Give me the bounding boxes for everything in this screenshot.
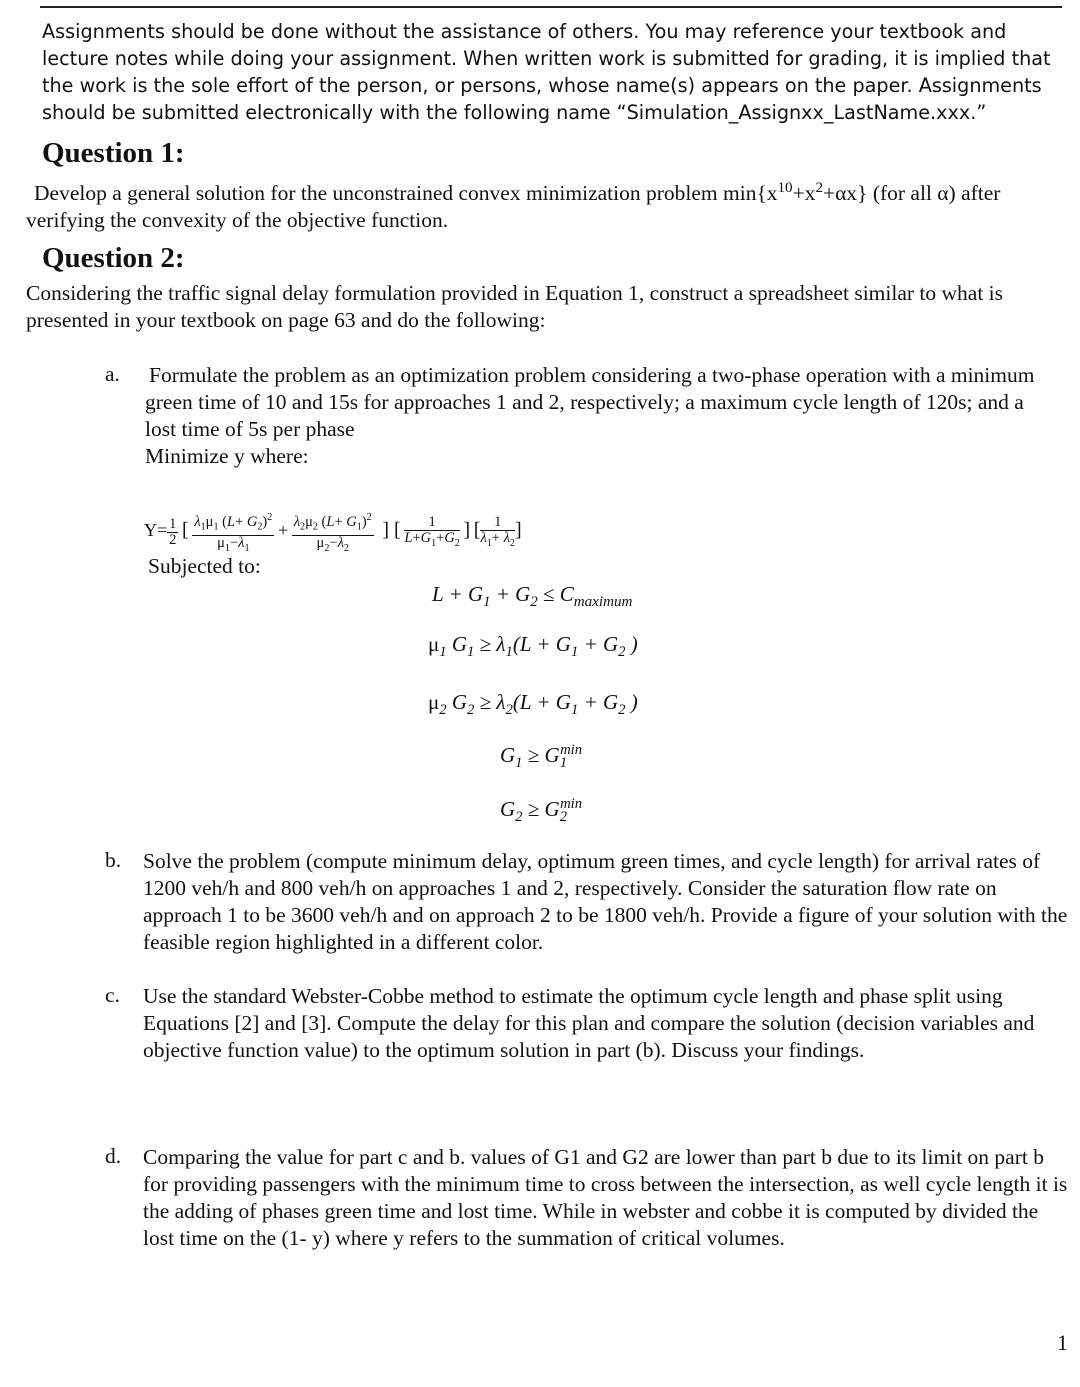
part-d-text: Comparing the value for part c and b. values of G1 and G2 are lower than part b due to its limit on part b for providing passengers with the minimum time to cross between the intersection, as well cycle length it is the adding of phases green time and lost time. While in webster and cobbe it is computed by divided the lost time on the (1- y) where y refers to the summation of critical volumes. — [143, 1145, 1068, 1250]
objective-formula: Y= $\frac{1}{2}$ [ $\frac{\lambda_1\mu_1 (L+ G_2)^2}{\mu_1-\lambda_1}$ + $\frac{\lambda_2\mu_2 (L+ G_1)^2}{\mu_2-\lambda_2}$ ] [ $\frac{1}{L+G_1+G_2}$ ] [ $\frac{1}{\lambda_1+ \lambda_2}$ ] — [144, 512, 522, 554]
question-1-title: Question 1: — [42, 137, 185, 169]
q1-exponent-10: 10 — [777, 180, 793, 196]
question-1-text — [26, 175, 1056, 234]
part-d-label: d. — [105, 1144, 122, 1168]
part-b-label: b. — [105, 848, 122, 872]
constraint-g1-min: $G_1 \ge G_1^{min}$ — [500, 742, 583, 772]
part-a-minimize: Minimize y where: — [145, 444, 309, 468]
constraint-cycle: $L + G_1 + G_2 \le C_{maximum}$ — [432, 582, 633, 611]
part-a-subjected: Subjected to: — [148, 554, 261, 578]
intro-paragraph: Assignments should be done without the assistance of others. You may reference your textbook and lecture notes while doing your assignment. When written work is submitted for grading, it is implied that the work is the sole effort of the person, or persons, whose name(s) appears on the paper. Assignments should be submitted electronically with the following name “Simulation_Assignxx_LastName.xxx.” — [42, 20, 1051, 124]
question-2-intro: Considering the traffic signal delay formulation provided in Equation 1, construct a spreadsheet similar to what is presented in your textbook on page 63 and do the following: — [26, 281, 1004, 332]
part-a-label: a. — [105, 362, 120, 386]
part-a-text: Formulate the problem as an optimization problem considering a two-phase operation with a minimum green time of 10 and 15s for approaches 1 and 2, respectively; a maximum cycle length of 120s; and a lost time of 5s per phase — [145, 363, 1035, 441]
part-c-text: Use the standard Webster-Cobbe method to estimate the optimum cycle length and phase split using Equations [2] and [3]. Compute the delay for this plan and compare the solution (decision variables and objective function value) to the optimum solution in part (b). Discuss your findings. — [143, 984, 1035, 1062]
part-b-text: Solve the problem (compute minimum delay, optimum green times, and cycle length) for arrival rates of 1200 veh/h and 800 veh/h on approaches 1 and 2, respectively. Consider the saturation flow rate on approach 1 to be 3600 veh/h and on approach 2 to be 1800 veh/h. Provide a figure of your solution with the feasible region highlighted in a different color. — [143, 849, 1068, 954]
q1-text-mid: +x — [792, 181, 816, 206]
page-number: 1 — [1057, 1330, 1068, 1355]
question-2-title: Question 2: — [42, 242, 185, 274]
top-rule — [40, 6, 1062, 8]
constraint-approach-2: $\mu_2$ $G_2 \ge \lambda_2(L + G_1 + G_2$ ) — [428, 690, 638, 719]
q1-text-prefix: Develop a general solution for the unconstrained convex minimization problem min{x — [34, 181, 778, 206]
q1-text-suffix: +αx} (for all α) after verifying the convexity of the objective function. — [26, 181, 1001, 233]
part-c-label: c. — [105, 983, 120, 1007]
constraint-approach-1: $\mu_1$ $G_1 \ge \lambda_1(L + G_1 + G_2$ ) — [428, 632, 638, 661]
constraint-g2-min: $G_2 \ge G_2^{min}$ — [500, 796, 583, 826]
q1-exponent-2: 2 — [815, 180, 823, 196]
